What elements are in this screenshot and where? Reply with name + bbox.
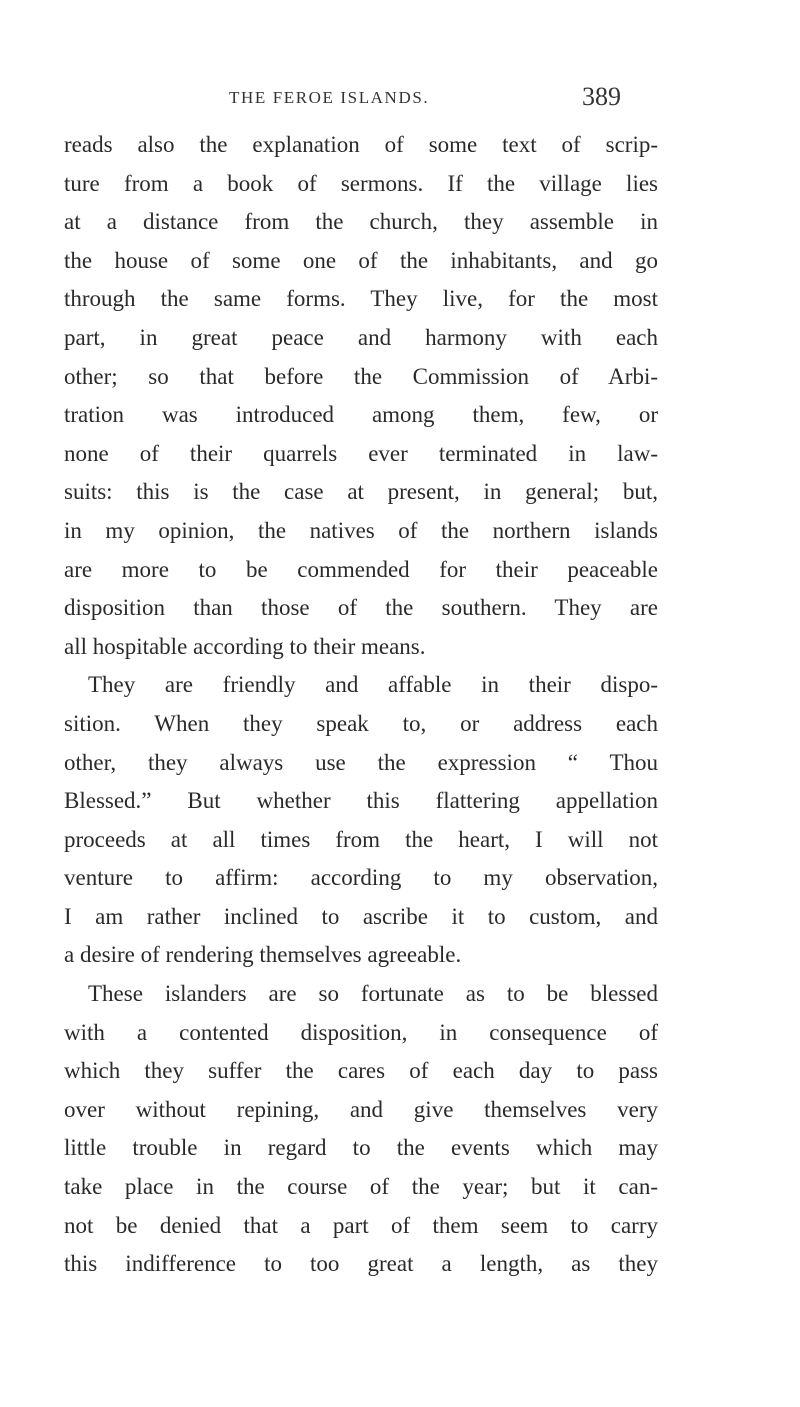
text-line: disposition than those of the southern. They are <box>64 595 658 621</box>
text-line: this indifference to too great a length, as they <box>64 1251 658 1277</box>
text-line: other; so that before the Commission of Arbi- <box>64 363 658 389</box>
text-line: in my opinion, the natives of the northern islands <box>64 517 658 543</box>
text-line: sition. When they speak to, or address each <box>64 710 658 736</box>
text-line: with a contented disposition, in consequence of <box>64 1019 658 1045</box>
text-line: little trouble in regard to the events which may <box>64 1135 658 1161</box>
text-line: other, they always use the expression “ Thou <box>64 749 658 775</box>
text-line: part, in great peace and harmony with each <box>64 324 658 350</box>
page-number: 389 <box>582 82 621 111</box>
text-line: through the same forms. They live, for the most <box>64 286 658 312</box>
text-line: These islanders are so fortunate as to be blessed <box>88 981 658 1007</box>
text-line: proceeds at all times from the heart, I will not <box>64 826 658 852</box>
running-title: THE FEROE ISLANDS. <box>229 88 430 107</box>
text-line: the house of some one of the inhabitants, and go <box>64 247 658 273</box>
text-line: They are friendly and affable in their dispo- <box>88 672 658 698</box>
text-line: Blessed.” But whether this flattering appellation <box>64 788 658 814</box>
text-line: take place in the course of the year; but it can- <box>64 1174 658 1200</box>
text-line: a desire of rendering themselves agreeable. <box>64 942 462 968</box>
running-head <box>0 82 800 116</box>
text-line: none of their quarrels ever terminated in law- <box>64 440 658 466</box>
text-line: which they suffer the cares of each day to pass <box>64 1058 658 1084</box>
text-line: suits: this is the case at present, in general; but, <box>64 479 658 505</box>
text-line: are more to be commended for their peaceable <box>64 556 658 582</box>
text-line: venture to affirm: according to my observation, <box>64 865 658 891</box>
text-line: reads also the explanation of some text of scrip- <box>64 132 658 157</box>
text-line: ture from a book of sermons. If the village lies <box>64 170 658 196</box>
text-line: all hospitable according to their means. <box>64 633 426 659</box>
text-line: over without repining, and give themselves very <box>64 1096 658 1122</box>
text-line: I am rather inclined to ascribe it to custom, and <box>64 903 658 929</box>
text-line: at a distance from the church, they assemble in <box>64 209 658 235</box>
body-text <box>64 126 658 1284</box>
text-line: tration was introduced among them, few, or <box>64 402 658 428</box>
text-line: not be denied that a part of them seem to carry <box>64 1212 658 1238</box>
